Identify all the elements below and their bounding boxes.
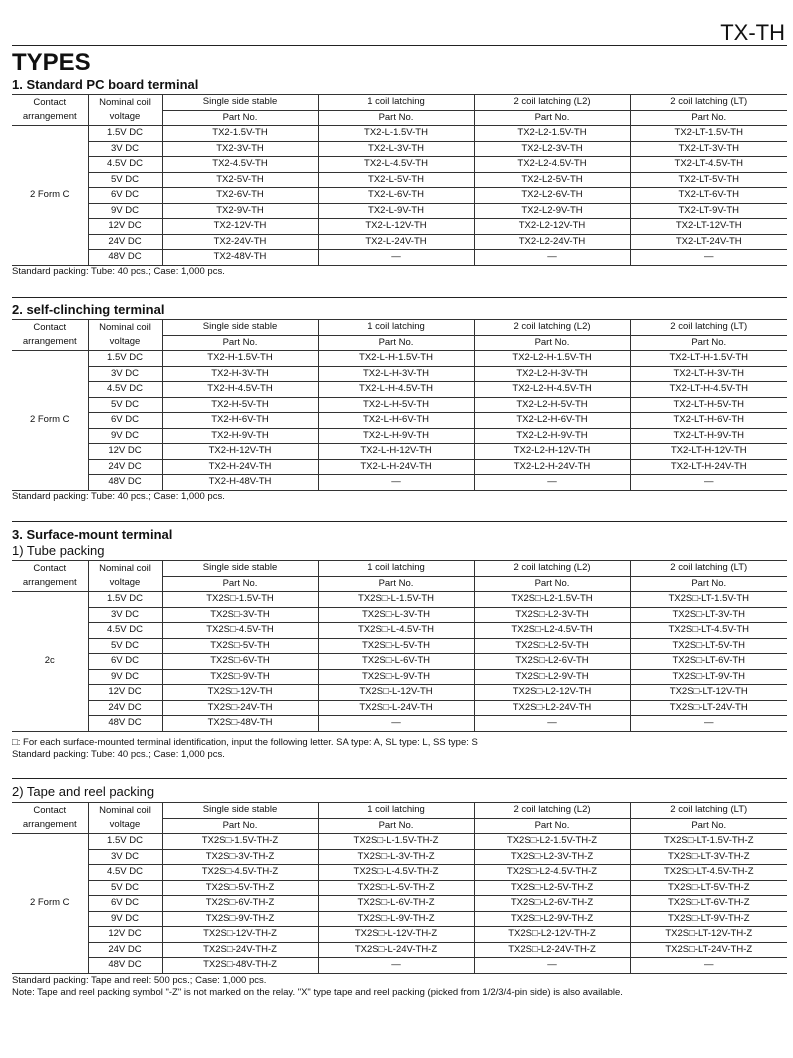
part-number-cell: — bbox=[630, 250, 787, 266]
part-number-cell: TX2S□-24V-TH-Z bbox=[162, 942, 318, 958]
table-row bbox=[12, 607, 787, 623]
part-number-cell: TX2-LT-24V-TH bbox=[630, 234, 787, 250]
part-number-cell: — bbox=[318, 475, 474, 491]
part-number-cell: TX2S□-4.5V-TH-Z bbox=[162, 865, 318, 881]
voltage-cell: 9V DC bbox=[88, 911, 162, 927]
header-row bbox=[12, 320, 787, 336]
part-number-cell: TX2-LT-3V-TH bbox=[630, 141, 787, 157]
part-number-cell: TX2-L2-H-12V-TH bbox=[474, 444, 630, 460]
voltage-cell: 5V DC bbox=[88, 880, 162, 896]
voltage-cell: 6V DC bbox=[88, 413, 162, 429]
header-contact-arrangement: Contact arrangement bbox=[12, 561, 88, 592]
table-row bbox=[12, 958, 787, 974]
part-number-cell: — bbox=[474, 475, 630, 491]
voltage-cell: 6V DC bbox=[88, 896, 162, 912]
part-number-cell: TX2S□-9V-TH-Z bbox=[162, 911, 318, 927]
voltage-cell: 24V DC bbox=[88, 234, 162, 250]
part-number-cell: TX2-H-9V-TH bbox=[162, 428, 318, 444]
part-number-cell: TX2-H-6V-TH bbox=[162, 413, 318, 429]
part-number-cell: TX2S□-L-9V-TH bbox=[318, 669, 474, 685]
part-number-cell: TX2S□-L2-24V-TH-Z bbox=[474, 942, 630, 958]
part-number-cell: TX2-L-12V-TH bbox=[318, 219, 474, 235]
part-number-cell: TX2S□-L-5V-TH-Z bbox=[318, 880, 474, 896]
part-number-cell: — bbox=[630, 958, 787, 974]
voltage-cell: 5V DC bbox=[88, 397, 162, 413]
part-number-cell: TX2S□-L-24V-TH-Z bbox=[318, 942, 474, 958]
part-number-cell: TX2-LT-H-24V-TH bbox=[630, 459, 787, 475]
part-number-cell: TX2S□-L-6V-TH-Z bbox=[318, 896, 474, 912]
header-part-no: Part No. bbox=[474, 110, 630, 126]
part-number-cell: TX2S□-L2-9V-TH bbox=[474, 669, 630, 685]
part-number-cell: TX2S□-L2-24V-TH bbox=[474, 700, 630, 716]
part-number-cell: TX2-LT-6V-TH bbox=[630, 188, 787, 204]
table-row bbox=[12, 849, 787, 865]
header-type: Single side stable bbox=[162, 95, 318, 111]
part-number-cell: TX2S□-LT-1.5V-TH-Z bbox=[630, 834, 787, 850]
part-number-cell: TX2S□-L2-1.5V-TH-Z bbox=[474, 834, 630, 850]
part-number-cell: TX2S□-LT-5V-TH bbox=[630, 638, 787, 654]
part-number-cell: TX2-LT-1.5V-TH bbox=[630, 126, 787, 142]
header-type: 1 coil latching bbox=[318, 320, 474, 336]
voltage-cell: 3V DC bbox=[88, 366, 162, 382]
part-number-cell: TX2S□-L2-4.5V-TH-Z bbox=[474, 865, 630, 881]
parts-table-tape-reel bbox=[12, 802, 787, 974]
section-3-heading: 3. Surface-mount terminal bbox=[12, 527, 173, 542]
header-contact-arrangement: Contact arrangement bbox=[12, 320, 88, 351]
part-number-cell: TX2-6V-TH bbox=[162, 188, 318, 204]
part-number-cell: TX2-LT-5V-TH bbox=[630, 172, 787, 188]
part-number-cell: TX2S□-48V-TH-Z bbox=[162, 958, 318, 974]
header-part-no: Part No. bbox=[318, 110, 474, 126]
part-number-cell: TX2-L-5V-TH bbox=[318, 172, 474, 188]
part-number-cell: TX2S□-L2-3V-TH bbox=[474, 607, 630, 623]
part-number-cell: TX2-H-12V-TH bbox=[162, 444, 318, 460]
part-number-cell: TX2-H-1.5V-TH bbox=[162, 351, 318, 367]
divider bbox=[12, 778, 787, 779]
voltage-cell: 6V DC bbox=[88, 188, 162, 204]
header-type: 2 coil latching (L2) bbox=[474, 95, 630, 111]
header-row bbox=[12, 803, 787, 819]
part-number-cell: TX2S□-6V-TH bbox=[162, 654, 318, 670]
part-number-cell: TX2-LT-H-3V-TH bbox=[630, 366, 787, 382]
header-type: 1 coil latching bbox=[318, 561, 474, 577]
part-number-cell: TX2-L-H-9V-TH bbox=[318, 428, 474, 444]
contact-arrangement-cell: 2 Form C bbox=[12, 834, 88, 974]
part-number-cell: TX2-L-H-24V-TH bbox=[318, 459, 474, 475]
part-number-cell: TX2S□-24V-TH bbox=[162, 700, 318, 716]
part-number-cell: TX2-L2-H-1.5V-TH bbox=[474, 351, 630, 367]
voltage-cell: 12V DC bbox=[88, 219, 162, 235]
part-number-cell: TX2S□-48V-TH bbox=[162, 716, 318, 732]
part-number-cell: TX2-LT-H-12V-TH bbox=[630, 444, 787, 460]
contact-arrangement-cell: 2 Form C bbox=[12, 351, 88, 491]
part-number-cell: TX2S□-LT-3V-TH-Z bbox=[630, 849, 787, 865]
part-number-cell: TX2-L-H-5V-TH bbox=[318, 397, 474, 413]
header-type: 2 coil latching (LT) bbox=[630, 95, 787, 111]
voltage-cell: 3V DC bbox=[88, 607, 162, 623]
part-number-cell: TX2S□-1.5V-TH-Z bbox=[162, 834, 318, 850]
part-number-cell: TX2S□-LT-12V-TH bbox=[630, 685, 787, 701]
header-type: Single side stable bbox=[162, 561, 318, 577]
part-number-cell: TX2S□-LT-9V-TH-Z bbox=[630, 911, 787, 927]
header-type: 2 coil latching (LT) bbox=[630, 320, 787, 336]
part-number-cell: TX2S□-LT-4.5V-TH-Z bbox=[630, 865, 787, 881]
part-number-cell: TX2-L2-5V-TH bbox=[474, 172, 630, 188]
part-number-cell: TX2S□-LT-12V-TH-Z bbox=[630, 927, 787, 943]
part-number-cell: — bbox=[474, 250, 630, 266]
part-number-cell: TX2S□-LT-3V-TH bbox=[630, 607, 787, 623]
voltage-cell: 1.5V DC bbox=[88, 834, 162, 850]
part-number-cell: TX2-L2-4.5V-TH bbox=[474, 157, 630, 173]
header-part-no: Part No. bbox=[318, 335, 474, 351]
part-number-cell: TX2S□-L-24V-TH bbox=[318, 700, 474, 716]
part-number-cell: TX2-1.5V-TH bbox=[162, 126, 318, 142]
part-number-cell: TX2S□-LT-6V-TH-Z bbox=[630, 896, 787, 912]
voltage-cell: 4.5V DC bbox=[88, 865, 162, 881]
part-number-cell: TX2-4.5V-TH bbox=[162, 157, 318, 173]
voltage-cell: 4.5V DC bbox=[88, 382, 162, 398]
part-number-cell: TX2-L-H-4.5V-TH bbox=[318, 382, 474, 398]
table-row bbox=[12, 444, 787, 460]
part-number-cell: TX2S□-12V-TH bbox=[162, 685, 318, 701]
voltage-cell: 9V DC bbox=[88, 428, 162, 444]
part-number-cell: TX2S□-L-4.5V-TH bbox=[318, 623, 474, 639]
part-number-cell: TX2-L-3V-TH bbox=[318, 141, 474, 157]
table-row bbox=[12, 172, 787, 188]
part-number-cell: TX2-L-6V-TH bbox=[318, 188, 474, 204]
part-number-cell: TX2-L2-3V-TH bbox=[474, 141, 630, 157]
part-number-cell: TX2-L2-24V-TH bbox=[474, 234, 630, 250]
section-3-note-2: Standard packing: Tube: 40 pcs.; Case: 1,000 pcs. bbox=[12, 749, 225, 760]
part-number-cell: — bbox=[318, 958, 474, 974]
part-number-cell: TX2-24V-TH bbox=[162, 234, 318, 250]
table-row bbox=[12, 592, 787, 608]
header-part-no: Part No. bbox=[162, 818, 318, 834]
parts-table-tube-packing bbox=[12, 560, 787, 732]
voltage-cell: 48V DC bbox=[88, 475, 162, 491]
table-row bbox=[12, 234, 787, 250]
table-row bbox=[12, 911, 787, 927]
section-3-1-heading: 1) Tube packing bbox=[12, 543, 105, 558]
part-number-cell: TX2S□-L-3V-TH-Z bbox=[318, 849, 474, 865]
header-nominal-voltage: Nominal coil voltage bbox=[88, 561, 162, 592]
part-number-cell: TX2S□-L-1.5V-TH-Z bbox=[318, 834, 474, 850]
header-type: 2 coil latching (L2) bbox=[474, 320, 630, 336]
part-number-cell: TX2-L2-9V-TH bbox=[474, 203, 630, 219]
voltage-cell: 12V DC bbox=[88, 685, 162, 701]
part-number-cell: TX2S□-LT-4.5V-TH bbox=[630, 623, 787, 639]
part-number-cell: TX2S□-5V-TH bbox=[162, 638, 318, 654]
section-4-note-1: Standard packing: Tape and reel: 500 pcs.; Case: 1,000 pcs. bbox=[12, 975, 267, 986]
table-row bbox=[12, 865, 787, 881]
table-row bbox=[12, 203, 787, 219]
part-number-cell: TX2-H-24V-TH bbox=[162, 459, 318, 475]
section-1-note: Standard packing: Tube: 40 pcs.; Case: 1,000 pcs. bbox=[12, 266, 225, 277]
part-number-cell: — bbox=[630, 716, 787, 732]
part-number-cell: — bbox=[318, 716, 474, 732]
table-row bbox=[12, 141, 787, 157]
header-contact-arrangement: Contact arrangement bbox=[12, 803, 88, 834]
table-row bbox=[12, 685, 787, 701]
part-number-cell: TX2S□-4.5V-TH bbox=[162, 623, 318, 639]
part-number-cell: TX2S□-L2-5V-TH bbox=[474, 638, 630, 654]
voltage-cell: 1.5V DC bbox=[88, 592, 162, 608]
header-part-no: Part No. bbox=[318, 576, 474, 592]
part-number-cell: TX2S□-L2-12V-TH bbox=[474, 685, 630, 701]
voltage-cell: 9V DC bbox=[88, 203, 162, 219]
table-row bbox=[12, 397, 787, 413]
part-number-cell: TX2-9V-TH bbox=[162, 203, 318, 219]
part-number-cell: TX2S□-L-4.5V-TH-Z bbox=[318, 865, 474, 881]
part-number-cell: TX2-L-H-1.5V-TH bbox=[318, 351, 474, 367]
part-number-cell: TX2S□-1.5V-TH bbox=[162, 592, 318, 608]
table-row bbox=[12, 927, 787, 943]
part-number-cell: TX2-LT-4.5V-TH bbox=[630, 157, 787, 173]
part-number-cell: — bbox=[318, 250, 474, 266]
voltage-cell: 48V DC bbox=[88, 250, 162, 266]
part-number-cell: — bbox=[630, 475, 787, 491]
part-number-cell: TX2-L-H-12V-TH bbox=[318, 444, 474, 460]
part-number-cell: TX2-LT-H-6V-TH bbox=[630, 413, 787, 429]
part-number-cell: TX2-L2-H-24V-TH bbox=[474, 459, 630, 475]
section-2-heading: 2. self-clinching terminal bbox=[12, 302, 165, 317]
header-rule bbox=[12, 45, 787, 46]
header-part-no: Part No. bbox=[474, 576, 630, 592]
part-number-cell: TX2-LT-12V-TH bbox=[630, 219, 787, 235]
part-number-cell: TX2S□-LT-9V-TH bbox=[630, 669, 787, 685]
part-number-cell: TX2-L2-6V-TH bbox=[474, 188, 630, 204]
part-number-cell: TX2S□-3V-TH bbox=[162, 607, 318, 623]
parts-table-self-clinching bbox=[12, 319, 787, 491]
table-row bbox=[12, 834, 787, 850]
table-row bbox=[12, 188, 787, 204]
part-number-cell: TX2-L-H-6V-TH bbox=[318, 413, 474, 429]
contact-arrangement-cell: 2 Form C bbox=[12, 126, 88, 266]
divider bbox=[12, 297, 787, 298]
header-part-no: Part No. bbox=[630, 110, 787, 126]
part-number-cell: TX2-LT-H-1.5V-TH bbox=[630, 351, 787, 367]
header-part-no: Part No. bbox=[162, 576, 318, 592]
header-part-no: Part No. bbox=[630, 576, 787, 592]
part-number-cell: TX2S□-L-6V-TH bbox=[318, 654, 474, 670]
part-number-cell: TX2-H-4.5V-TH bbox=[162, 382, 318, 398]
table-row bbox=[12, 413, 787, 429]
voltage-cell: 9V DC bbox=[88, 669, 162, 685]
voltage-cell: 24V DC bbox=[88, 942, 162, 958]
part-number-cell: TX2S□-L-3V-TH bbox=[318, 607, 474, 623]
part-number-cell: TX2-H-5V-TH bbox=[162, 397, 318, 413]
part-number-cell: TX2-3V-TH bbox=[162, 141, 318, 157]
voltage-cell: 5V DC bbox=[88, 638, 162, 654]
header-nominal-voltage: Nominal coil voltage bbox=[88, 320, 162, 351]
part-number-cell: TX2S□-L-9V-TH-Z bbox=[318, 911, 474, 927]
header-row bbox=[12, 561, 787, 577]
voltage-cell: 4.5V DC bbox=[88, 623, 162, 639]
voltage-cell: 24V DC bbox=[88, 700, 162, 716]
part-number-cell: TX2-LT-H-9V-TH bbox=[630, 428, 787, 444]
voltage-cell: 1.5V DC bbox=[88, 351, 162, 367]
section-3-2-heading: 2) Tape and reel packing bbox=[12, 784, 155, 799]
header-nominal-voltage: Nominal coil voltage bbox=[88, 803, 162, 834]
table-row bbox=[12, 716, 787, 732]
page-title: TYPES bbox=[12, 49, 91, 76]
part-number-cell: TX2S□-5V-TH-Z bbox=[162, 880, 318, 896]
part-number-cell: TX2S□-9V-TH bbox=[162, 669, 318, 685]
voltage-cell: 48V DC bbox=[88, 716, 162, 732]
part-number-cell: TX2S□-L-12V-TH-Z bbox=[318, 927, 474, 943]
part-number-cell: TX2S□-L2-5V-TH-Z bbox=[474, 880, 630, 896]
table-row bbox=[12, 880, 787, 896]
table-row bbox=[12, 638, 787, 654]
header-nominal-voltage: Nominal coil voltage bbox=[88, 95, 162, 126]
header-type: 2 coil latching (L2) bbox=[474, 561, 630, 577]
table-row bbox=[12, 459, 787, 475]
part-number-cell: — bbox=[474, 958, 630, 974]
part-number-cell: TX2S□-LT-24V-TH bbox=[630, 700, 787, 716]
part-number-cell: TX2-L-9V-TH bbox=[318, 203, 474, 219]
part-number-cell: TX2S□-L2-9V-TH-Z bbox=[474, 911, 630, 927]
part-number-cell: TX2-48V-TH bbox=[162, 250, 318, 266]
section-4-note-2: Note: Tape and reel packing symbol "-Z" is not marked on the relay. "X" type tape and reel packing (picked from 1/2/3/4-pin side) is also available. bbox=[12, 987, 623, 998]
table-row bbox=[12, 942, 787, 958]
part-number-cell: TX2S□-6V-TH-Z bbox=[162, 896, 318, 912]
part-number-cell: TX2-LT-H-4.5V-TH bbox=[630, 382, 787, 398]
table-row bbox=[12, 428, 787, 444]
page-header: TX-TH bbox=[720, 20, 785, 45]
table-row bbox=[12, 475, 787, 491]
header-type: 2 coil latching (LT) bbox=[630, 561, 787, 577]
part-number-cell: TX2-LT-H-5V-TH bbox=[630, 397, 787, 413]
part-number-cell: TX2S□-L2-1.5V-TH bbox=[474, 592, 630, 608]
header-type: 1 coil latching bbox=[318, 95, 474, 111]
table-row bbox=[12, 250, 787, 266]
voltage-cell: 5V DC bbox=[88, 172, 162, 188]
part-number-cell: TX2-L-1.5V-TH bbox=[318, 126, 474, 142]
voltage-cell: 12V DC bbox=[88, 927, 162, 943]
part-number-cell: TX2-12V-TH bbox=[162, 219, 318, 235]
header-type: Single side stable bbox=[162, 320, 318, 336]
part-number-cell: TX2S□-LT-6V-TH bbox=[630, 654, 787, 670]
part-number-cell: TX2-L-24V-TH bbox=[318, 234, 474, 250]
header-part-no: Part No. bbox=[474, 818, 630, 834]
contact-arrangement-cell: 2c bbox=[12, 592, 88, 732]
table-row bbox=[12, 366, 787, 382]
header-type: 2 coil latching (L2) bbox=[474, 803, 630, 819]
table-row bbox=[12, 669, 787, 685]
part-number-cell: TX2S□-L-5V-TH bbox=[318, 638, 474, 654]
table-row bbox=[12, 126, 787, 142]
table-row bbox=[12, 654, 787, 670]
section-2-note: Standard packing: Tube: 40 pcs.; Case: 1,000 pcs. bbox=[12, 491, 225, 502]
part-number-cell: TX2S□-LT-5V-TH-Z bbox=[630, 880, 787, 896]
parts-table-standard-pc bbox=[12, 94, 787, 266]
part-number-cell: TX2S□-LT-1.5V-TH bbox=[630, 592, 787, 608]
header-type: 2 coil latching (LT) bbox=[630, 803, 787, 819]
section-3-note-1: □: For each surface-mounted terminal identification, input the following letter. SA type: A, SL type: L, SS type: S bbox=[12, 737, 478, 748]
header-part-no: Part No. bbox=[162, 110, 318, 126]
voltage-cell: 6V DC bbox=[88, 654, 162, 670]
table-row bbox=[12, 219, 787, 235]
voltage-cell: 48V DC bbox=[88, 958, 162, 974]
part-number-cell: TX2-L2-H-4.5V-TH bbox=[474, 382, 630, 398]
header-part-no: Part No. bbox=[630, 818, 787, 834]
voltage-cell: 3V DC bbox=[88, 141, 162, 157]
table-row bbox=[12, 382, 787, 398]
section-1-heading: 1. Standard PC board terminal bbox=[12, 77, 199, 92]
header-part-no: Part No. bbox=[162, 335, 318, 351]
voltage-cell: 1.5V DC bbox=[88, 126, 162, 142]
part-number-cell: TX2S□-L-12V-TH bbox=[318, 685, 474, 701]
part-number-cell: TX2S□-LT-24V-TH-Z bbox=[630, 942, 787, 958]
part-number-cell: TX2S□-3V-TH-Z bbox=[162, 849, 318, 865]
part-number-cell: TX2S□-L2-4.5V-TH bbox=[474, 623, 630, 639]
part-number-cell: TX2-L-H-3V-TH bbox=[318, 366, 474, 382]
voltage-cell: 24V DC bbox=[88, 459, 162, 475]
header-row bbox=[12, 95, 787, 111]
header-part-no: Part No. bbox=[630, 335, 787, 351]
table-row bbox=[12, 157, 787, 173]
part-number-cell: TX2S□-L2-3V-TH-Z bbox=[474, 849, 630, 865]
part-number-cell: TX2-L2-H-9V-TH bbox=[474, 428, 630, 444]
table-row bbox=[12, 700, 787, 716]
part-number-cell: TX2-L2-12V-TH bbox=[474, 219, 630, 235]
header-contact-arrangement: Contact arrangement bbox=[12, 95, 88, 126]
part-number-cell: TX2S□-12V-TH-Z bbox=[162, 927, 318, 943]
part-number-cell: TX2-H-3V-TH bbox=[162, 366, 318, 382]
voltage-cell: 3V DC bbox=[88, 849, 162, 865]
voltage-cell: 12V DC bbox=[88, 444, 162, 460]
header-part-no: Part No. bbox=[474, 335, 630, 351]
header-type: Single side stable bbox=[162, 803, 318, 819]
part-number-cell: TX2S□-L-1.5V-TH bbox=[318, 592, 474, 608]
part-number-cell: — bbox=[474, 716, 630, 732]
part-number-cell: TX2S□-L2-6V-TH bbox=[474, 654, 630, 670]
part-number-cell: TX2-L2-1.5V-TH bbox=[474, 126, 630, 142]
table-row bbox=[12, 896, 787, 912]
part-number-cell: TX2-L2-H-6V-TH bbox=[474, 413, 630, 429]
table-row bbox=[12, 623, 787, 639]
part-number-cell: TX2S□-L2-6V-TH-Z bbox=[474, 896, 630, 912]
voltage-cell: 4.5V DC bbox=[88, 157, 162, 173]
header-type: 1 coil latching bbox=[318, 803, 474, 819]
part-number-cell: TX2-LT-9V-TH bbox=[630, 203, 787, 219]
part-number-cell: TX2-H-48V-TH bbox=[162, 475, 318, 491]
part-number-cell: TX2-L2-H-5V-TH bbox=[474, 397, 630, 413]
part-number-cell: TX2S□-L2-12V-TH-Z bbox=[474, 927, 630, 943]
header-part-no: Part No. bbox=[318, 818, 474, 834]
divider bbox=[12, 521, 787, 522]
part-number-cell: TX2-L-4.5V-TH bbox=[318, 157, 474, 173]
part-number-cell: TX2-5V-TH bbox=[162, 172, 318, 188]
table-row bbox=[12, 351, 787, 367]
part-number-cell: TX2-L2-H-3V-TH bbox=[474, 366, 630, 382]
